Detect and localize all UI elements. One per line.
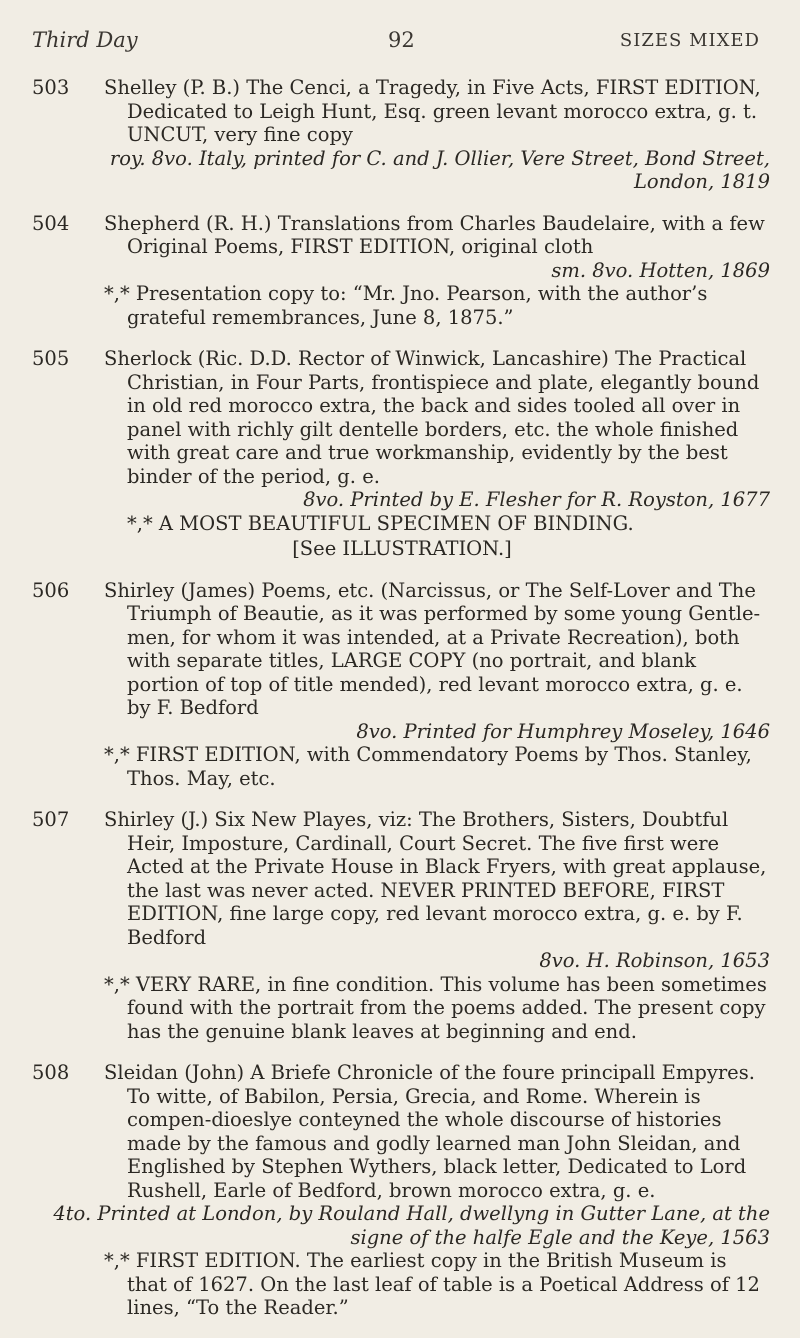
header-section: SIZES MIXED <box>619 30 760 51</box>
lot-publication: 4to. Printed at London, by Rouland Hall, dwellyng in Gutter Lane, at the signe of the halfe Egle and the Keye, 1563 <box>53 1202 770 1249</box>
lot-entry <box>32 347 772 561</box>
lot-publication: 8vo. Printed for Humphrey Moseley, 1646 <box>356 719 770 743</box>
lot-number: 504 <box>32 211 70 235</box>
lot-entry <box>32 808 772 1043</box>
lot-description: Shelley (P. B.) The Cenci, a Tragedy, in Five Acts, FIRST EDITION, Dedicated to Leigh Hunt, Esq. green levant morocco extra, g. t. UNCUT, very fine copy <box>104 76 761 146</box>
lot-publication: sm. 8vo. Hotten, 1869 <box>551 258 770 282</box>
header-day: Third Day <box>32 28 138 52</box>
lot-number: 503 <box>32 76 70 99</box>
lot-entry <box>32 212 772 330</box>
lot-note: *,* A MOST BEAUTIFUL SPECIMEN OF BINDING. <box>127 511 634 535</box>
lot-description: Sleidan (John) A Briefe Chronicle of the foure principall Empyres. To witte, of Babilon, Persia, Grecia, and Rome. Wherein is compen-dioeslye conteyned the whole discourse of histories made by the famous and godly learned man John Sleidan, and Englished by Stephen Wythers, black letter, Dedicated to Lord Rushell, Earle of Bedford, brown morocco extra, g. e. <box>104 1061 755 1202</box>
lot-publication: 8vo. Printed by E. Flesher for R. Royston, 1677 <box>303 488 770 511</box>
lot-publication: roy. 8vo. Italy, printed for C. and J. Ollier, Vere Street, Bond Street, London, 1819 <box>109 146 770 193</box>
illustration-reference: [See ILLUSTRATION.] <box>292 537 512 560</box>
lot-note: *,* FIRST EDITION. The earliest copy in the British Museum is that of 1627. On the last leaf of table is a Poetical Address of 12 lines, “To the Reader.” <box>104 1249 760 1319</box>
lot-number: 505 <box>32 347 70 370</box>
lot-description: Shirley (James) Poems, etc. (Narcissus, or The Self-Lover and The Triumph of Beautie, as it was performed by some young Gentle-men, for whom it was intended, at a Private Recreation), both with separate titles, LARGE COPY (no portrait, and blank portion of top of title mended), red levant morocco extra, g. e. by F. Bedford <box>104 578 761 719</box>
lot-list <box>32 76 772 1338</box>
lot-description: Sherlock (Ric. D.D. Rector of Winwick, Lancashire) The Practical Christian, in Four Parts, frontispiece and plate, elegantly bound in old red morocco extra, the back and sides tooled all over in panel with richly gilt dentelle borders, etc. the whole finished with great care and true workmanship, evidently by the best binder of the period, g. e. <box>104 347 760 488</box>
lot-number: 507 <box>32 808 70 831</box>
page-header <box>32 28 760 58</box>
lot-entry <box>32 579 772 791</box>
lot-note: *,* VERY RARE, in fine condition. This volume has been sometimes found with the portrait from the poems added. The present copy has the genuine blank leaves at beginning and end. <box>104 972 767 1043</box>
lot-note: *,* Presentation copy to: “Mr. Jno. Pearson, with the author’s grateful remembrances, June 8, 1875.” <box>104 282 708 329</box>
lot-entry <box>32 1061 772 1320</box>
lot-number: 506 <box>32 578 70 602</box>
page-number: 92 <box>388 28 415 52</box>
lot-description: Shepherd (R. H.) Translations from Charles Baudelaire, with a few Original Poems, FIRST EDITION, original cloth <box>104 211 765 258</box>
lot-number: 508 <box>32 1061 70 1084</box>
lot-note: *,* FIRST EDITION, with Commendatory Poems by Thos. Stanley, Thos. May, etc. <box>104 743 752 790</box>
lot-description: Shirley (J.) Six New Playes, viz: The Brothers, Sisters, Doubtful Heir, Imposture, Cardinall, Court Secret. The five first were Acted at the Private House in Black Fryers, with great applause, the last was never acted. NEVER PRINTED BEFORE, FIRST EDITION, fine large copy, red levant morocco extra, g. e. by F. Bedford <box>104 808 767 949</box>
lot-entry <box>32 76 772 194</box>
lot-publication: 8vo. H. Robinson, 1653 <box>539 949 770 972</box>
